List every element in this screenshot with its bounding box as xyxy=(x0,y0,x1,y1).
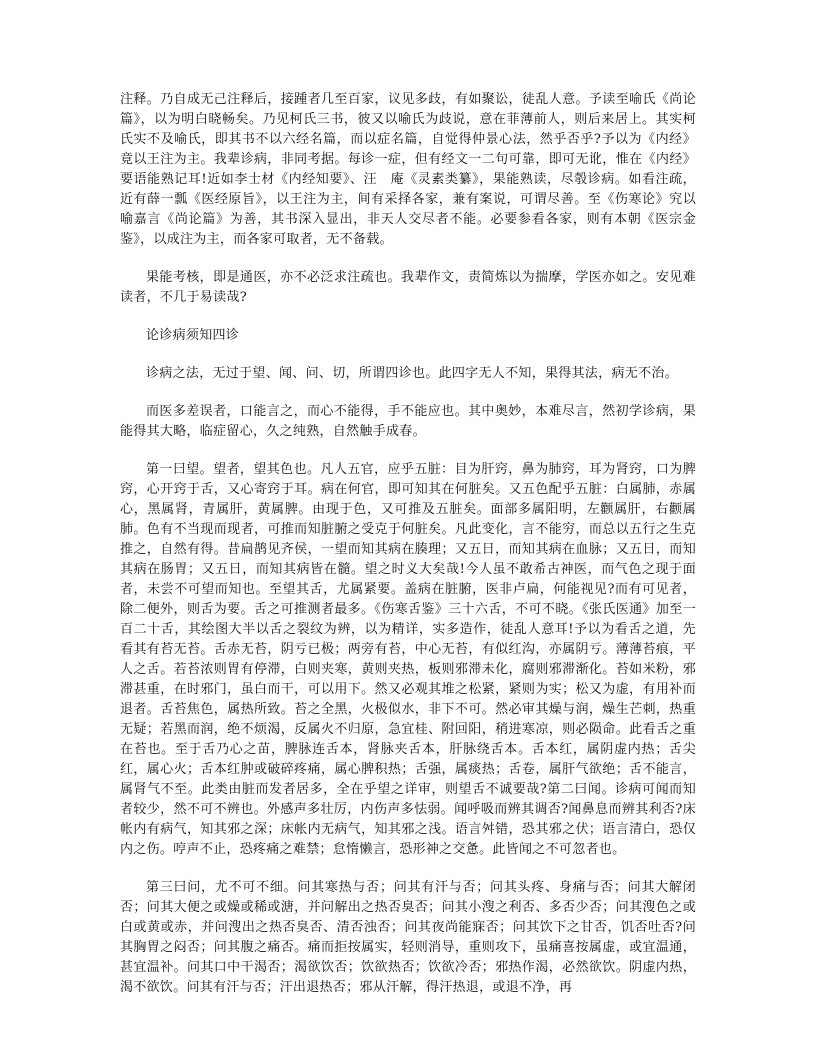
paragraph-study-advice: 果能考核，即是通医，亦不必泛求注疏也。我辈作文，责简炼以为揣摩，学医亦如之。安见难读者，不几于易读哉? xyxy=(120,270,696,305)
section-heading: 论诊病须知四诊 xyxy=(146,328,240,343)
paragraph-looking-and-listening: 第一曰望。望者，望其色也。凡人五官，应乎五脏：目为肝窍，鼻为肺窍，耳为肾窍，口为脾窍，心开窍于舌，又心寄窍于耳。病在何官，即可知其在何脏矣。又五色配乎五脏：白属肺，赤属心，黑属肾，青属肝，黄属脾。由现于色，又可推及五脏矣。面部多属阳明，左颧属肝，右颧属肺。色有不当现而现者，可推而知脏腑之受克于何脏矣。凡此变化，言不能穷，而总以五行之生克推之，自然有得。昔扁鹊见齐侯，一望而知其病在腠理；又五日，而知其病在血脉；又五日，而知其病在肠胃；又五日，而知其病皆在髓。望之时义大矣哉!今人虽不敢希古神医，而气色之现于面者，未尝不可望而知也。至望其舌，尤属紧要。盖病在脏腑，医非卢扁，何能视见?而有可见者，除二便外，则舌为要。舌之可推测者最多。《伤寒舌鉴》三十六舌，不可不晓。《张氏医通》加至一百二十舌，其绘图大半以舌之裂纹为辨，以为精详，实多造作，徒乱人意耳!予以为看舌之道，先看其有苔无苔。舌赤无苔，阴亏已极；两旁有苔，中心无苔，有似红沟，亦属阴亏。薄薄苔痕，平人之舌。若苔浓则胃有停滞，白则夹寒，黄则夹热，板则邪滞未化，腐则邪滞渐化。苔如米粉，邪滞甚重，在时邪门，虽白而干，可以用下。然又必观其堆之松紧，紧则为实；松又为虚，有用补而退者。舌苔焦色，属热所致。苔之全黑，火极似水，非下不可。然必审其燥与润，燥生芒刺，热重无疑；若黑而润，绝不烦渴，反属火不归原，急宜桂、附回阳，稍进寒凉，则必陨命。此看舌之重在苔也。至于舌乃心之苗，脾脉连舌本，肾脉夹舌本，肝脉绕舌本。舌本红，属阴虚内热；舌尖红，属心火；舌本红肿或破碎疼痛，属心脾积热；舌强，属痰热；舌卷，属肝气欲绝；舌不能言，属肾气不至。此类由脏而发者居多，全在乎望之详审，则望舌不诚要哉?第二曰闻。诊病可闻而知者较少，然不可不辨也。外感声多壮厉，内伤声多怯弱。闻呼吸而辨其调否?闻鼻息而辨其利否?床帐内有病气，知其邪之深；床帐内无病气，知其邪之浅。语言舛错，恐其邪之伏；语言清白，恐仅内之伤。哼声不止，恐疼痛之难禁；怠惰懒言，恐形神之交惫。此皆闻之不可忽者也。 xyxy=(120,462,696,857)
paragraph-diagnostics-practice: 而医多差误者，口能言之，而心不能得，手不能应也。其中奥妙，本难尽言，然初学诊病，果能得其大略，临症留心，久之纯熟，自然触手成春。 xyxy=(120,404,696,439)
paragraph-four-diagnostics-intro: 诊病之法，无过于望、闻、问、切，所谓四诊也。此四字无人不知，果得其法，病无不治。 xyxy=(146,366,679,381)
paragraph-annotation-history: 注释。乃自成无己注释后，接踵者几至百家，议见多歧，有如聚讼，徒乱人意。予读至喻氏《尚论篇》，以为明白晓畅矣。乃见柯氏三书，彼又以喻氏为歧说，意在菲薄前人，则后来居上。其实柯氏实不及喻氏，即其书不以六经名篇，而以症名篇，自觉得仲景心法，然乎否乎?予以为《内经》竟以王注为主。我辈诊病，非同考据。每诊一症，但有经文一二句可靠，即可无讹，惟在《内经》要语能熟记耳!近如李士材《内经知要》、汪 庵《灵素类纂》，果能熟读，尽彀诊病。如看注疏，近有薛一瓢《医经原旨》，以王注为主，间有采择各家，兼有案说，可谓尽善。至《伤寒论》究以喻嘉言《尚论篇》为善，其书深入显出，非天人交尽者不能。必要参看各家，则有本朝《医宗金鉴》，以成注为主，而各家可取者，无不备载。 xyxy=(120,92,696,247)
document-page xyxy=(120,90,696,1016)
paragraph-asking: 第三曰问，尤不可不细。问其寒热与否；问其有汗与否；问其头疼、身痛与否；问其大解闭否；问其大便之或燥或稀或溏，并问解出之热否臭否；问其小溲之利否、多否少否；问其溲色之或白或黄或赤，并问溲出之热否臭否、清否浊否；问其夜尚能寐否；问其饮下之甘否，饥否吐否?问其胸胃之闷否；问其腹之痛否。痛而拒按属实，轻则消导，重则攻下，虽痛喜按属虚，或宜温通，甚宜温补。问其口中干渴否；渴欲饮否；饮欲热否；饮欲冷否；邪热作渴，必然欲饮。阴虚内热，渴不欲饮。问其有汗与否；汗出退热否；邪从汗解，得汗热退，或退不净，再 xyxy=(120,880,696,995)
